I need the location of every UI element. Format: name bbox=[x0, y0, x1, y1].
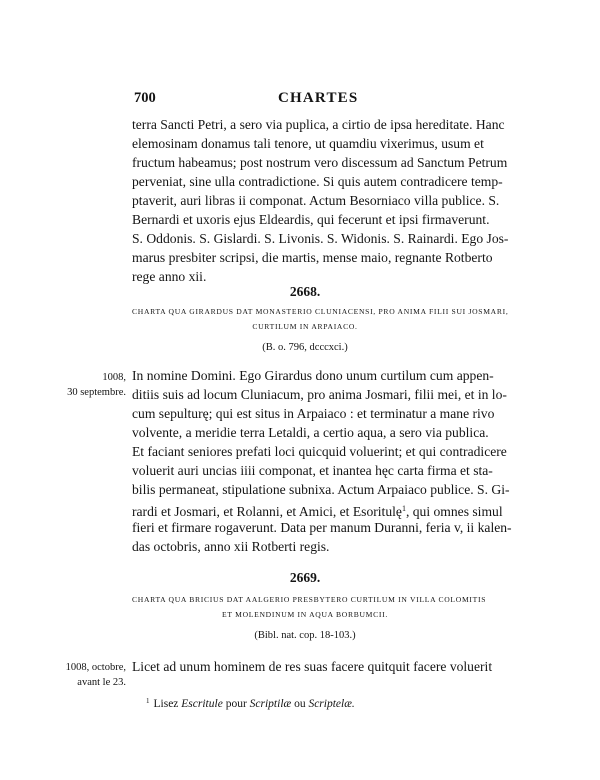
footnote bbox=[146, 697, 355, 710]
text-line: In nomine Domini. Ego Girardus dono unum curtilum cum appen- bbox=[132, 368, 494, 383]
text-line: elemosinam donamus tali tenore, ut quamdiu vixerimus, usum et bbox=[132, 136, 484, 151]
continuation-paragraph bbox=[132, 115, 509, 286]
rubric-line: CURTILUM IN ARPAIACO. bbox=[252, 322, 358, 331]
charter-body bbox=[132, 657, 493, 676]
footnote-text: pour bbox=[225, 698, 247, 710]
footnote-text: ou bbox=[294, 698, 306, 710]
text-line: fructum habeamus; post nostrum vero discessum ad Sanctum Petrum bbox=[132, 155, 508, 170]
text-line: rege anno xii. bbox=[132, 269, 207, 284]
rubric-line: CHARTA QUA GIRARDUS DAT MONASTERIO CLUNIACENSI, PRO ANIMA FILII SUI JOSMARI, bbox=[132, 307, 509, 316]
charter-rubric bbox=[132, 304, 509, 334]
footnote-text: Lisez bbox=[153, 698, 179, 710]
text-line: fieri et firmare rogaverunt. Data per manum Duranni, feria v, ii kalen- bbox=[132, 520, 512, 535]
charter-number-2668: 2668. bbox=[289, 284, 321, 299]
footnote-marker[interactable]: 1 bbox=[401, 504, 406, 513]
text-line: terra Sancti Petri, a sero via puplica, a cirtio de ipsa hereditate. Hanc bbox=[132, 117, 505, 132]
margin-date bbox=[38, 660, 126, 690]
page-number: 700 bbox=[134, 90, 156, 106]
margin-date bbox=[38, 370, 126, 400]
text-line bbox=[132, 499, 503, 519]
text-line: Licet ad unum hominem de res suas facere quitquit facere voluerit bbox=[132, 659, 493, 674]
charter-body bbox=[132, 366, 512, 556]
text-line: Et faciant seniores prefati loci quicquid voluerint; et qui contradicere bbox=[132, 444, 507, 459]
margin-date-line: 1008, octobre, bbox=[65, 662, 126, 673]
charter-source: (B. o. 796, dcccxci.) bbox=[262, 342, 348, 353]
text-line: marus presbiter scripsi, die martis, mense maio, regnante Rotberto bbox=[132, 250, 493, 265]
footnote-term: Scriptilæ bbox=[249, 698, 292, 710]
text-line: voluerit auri uncias iiii componat, et inantea hęc carta firma et sta- bbox=[132, 463, 493, 478]
margin-date-line: 1008, bbox=[102, 372, 126, 383]
charter-rubric bbox=[132, 592, 487, 622]
text-line: volvente, a meridie terra Letaldi, a certio aqua, a sero via publica. bbox=[132, 425, 489, 440]
footnote-number: 1 bbox=[146, 697, 150, 705]
text-line: S. Oddonis. S. Gislardi. S. Livonis. S. Widonis. S. Rainardi. Ego Jos- bbox=[132, 231, 509, 246]
running-title: CHARTES bbox=[278, 90, 359, 106]
text-line: perveniat, sine ulla contradictione. Si quis autem contradicere temp- bbox=[132, 174, 503, 189]
running-head bbox=[134, 90, 478, 110]
footnote-term: Escritule bbox=[181, 698, 223, 710]
text-line: bilis permaneat, stipulatione subnixa. Actum Arpaiaco publice. S. Gi- bbox=[132, 482, 510, 497]
text-fragment: rardi et Josmari, et Rolanni, et Amici, et Esoritulę bbox=[132, 504, 402, 519]
text-line: cum sepulturę; qui est situs in Arpaiaco : et terminatur a mane rivo bbox=[132, 406, 495, 421]
rubric-line: ET MOLENDINUM IN AQUA BORBUMCII. bbox=[222, 610, 388, 619]
text-line: Bernardi et uxoris ejus Eldeardis, qui fecerunt et ipsi firmaverunt. bbox=[132, 212, 490, 227]
margin-date-line: avant le 23. bbox=[77, 677, 126, 688]
text-line: ptaverit, auri libras ii componat. Actum Besorniaco villa publice. S. bbox=[132, 193, 500, 208]
charter-number-2669: 2669. bbox=[289, 570, 321, 585]
margin-date-line: 30 septembre. bbox=[67, 387, 126, 398]
text-line: ditiis suis ad locum Cluniacum, pro anima Josmari, filii mei, et in lo- bbox=[132, 387, 507, 402]
text-fragment: , qui omnes simul bbox=[405, 504, 503, 519]
charter-source: (Bibl. nat. cop. 18-103.) bbox=[254, 630, 356, 641]
text-line: das octobris, anno xii Rotberti regis. bbox=[132, 539, 330, 554]
footnote-term: Scriptelæ. bbox=[308, 698, 355, 710]
rubric-line: CHARTA QUA BRICIUS DAT AALGERIO PRESBYTERO CURTILUM IN VILLA COLOMITIS bbox=[132, 595, 487, 604]
